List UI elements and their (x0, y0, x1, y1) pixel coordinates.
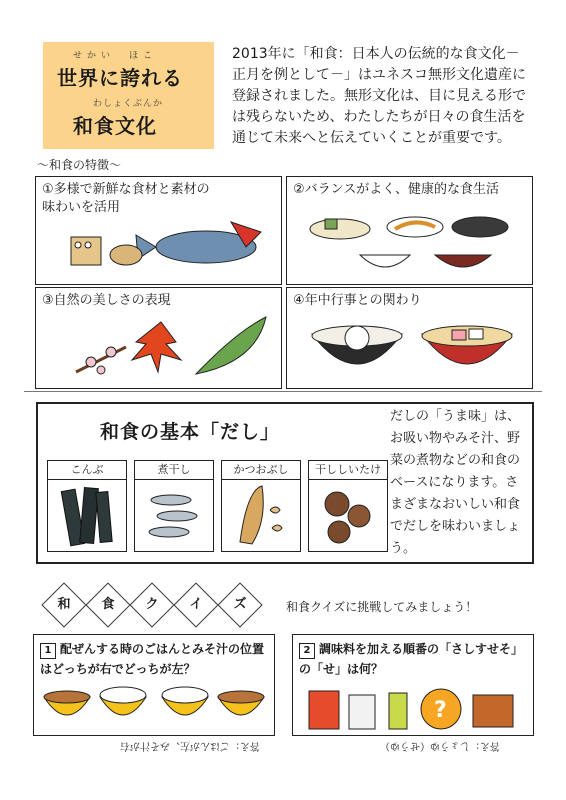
quiz-char: イ (173, 582, 218, 627)
title-box (43, 42, 214, 149)
quiz-answer-2: 答え：しょうゆ（せうゆ） (380, 740, 500, 751)
dashi-title: 和食の基本「だし」 (100, 421, 281, 443)
page-title-line-2: 和食文化 (73, 114, 157, 138)
feature-label-1: ①多様で新鮮な食材と素材の味わいを活用 (42, 182, 210, 215)
ingredient-card-konbu (47, 460, 127, 552)
quiz-heading (40, 583, 270, 627)
intro-paragraph: 2013年に「和食：日本人の伝統的な食文化－正月を例として－」はユネスコ無形文化遺産に登録されました。無形文化は、目に見える形では残らないため、わたしたちが日々の食生活を通じて未来へと伝えていくことが重要です。 (232, 46, 526, 146)
ingredient-label: こんぶ (48, 461, 126, 480)
katsuobushi-icon (222, 480, 300, 550)
ingredient-label: かつおぶし (222, 461, 300, 480)
question-text: 配ぜんする時のごはんとみそ汁の位置はどっちが右でどっちが左？ (40, 642, 265, 676)
svg-text:?: ? (434, 698, 447, 723)
quiz-answer-1: 答え：ごはんが左、みそ汁が右 (120, 740, 260, 751)
section-divider (24, 391, 542, 392)
ingredient-label: 煮干し (135, 461, 213, 480)
balanced-meal-illustration (305, 207, 520, 279)
rice-miso-bowls-illustration (42, 683, 267, 733)
question-number: 1 (40, 643, 56, 659)
feature-card-4 (286, 287, 533, 389)
quiz-question-2 (292, 634, 534, 736)
ingredient-card-katsuobushi (221, 460, 301, 552)
feature-label-3: ③自然の美しさの表現 (42, 293, 171, 308)
question-number: 2 (299, 643, 315, 659)
ingredient-card-niboshi (134, 460, 214, 552)
dashi-text: だしの「うま味」は、お吸い物やみそ汁、野菜の煮物などの和食のベースになります。さまざまなおいしい和食でだしを味わいましょう。 (390, 409, 521, 556)
feature-label-2: ②バランスがよく、健康的な食生活 (293, 182, 500, 197)
ingredient-card-shiitake (308, 460, 388, 552)
niboshi-icon (135, 480, 213, 550)
feature-label-4: ④年中行事との関わり (293, 293, 422, 308)
feature-card-3 (35, 287, 282, 389)
quiz-char: ク (129, 582, 174, 627)
quiz-intro: 和食クイズに挑戦してみましょう！ (286, 600, 478, 614)
feature-card-1 (35, 176, 282, 285)
title-ruby-2: わしょくぶんか (93, 99, 164, 109)
question-text: 調味料を加える順番の「さしすせそ」の「せ」は何？ (299, 642, 524, 676)
title-ruby-1: せかい ほこ (73, 51, 158, 61)
feature-card-2 (286, 176, 533, 285)
quiz-char: 食 (85, 582, 130, 627)
nature-illustration (66, 312, 276, 384)
konbu-icon (48, 480, 126, 550)
quiz-question-1 (33, 634, 275, 736)
seasonings-illustration (301, 683, 526, 733)
quiz-char: ズ (217, 582, 262, 627)
quiz-char: 和 (41, 582, 86, 627)
new-year-foods-illustration (307, 314, 522, 386)
page-title-line-1: 世界に誇れる (57, 66, 183, 90)
features-section-label: ～和食の特徴～ (37, 158, 122, 172)
shiitake-icon (309, 480, 387, 550)
fresh-ingredients-illustration (56, 217, 271, 279)
ingredient-label: 干ししいたけ (309, 461, 387, 480)
